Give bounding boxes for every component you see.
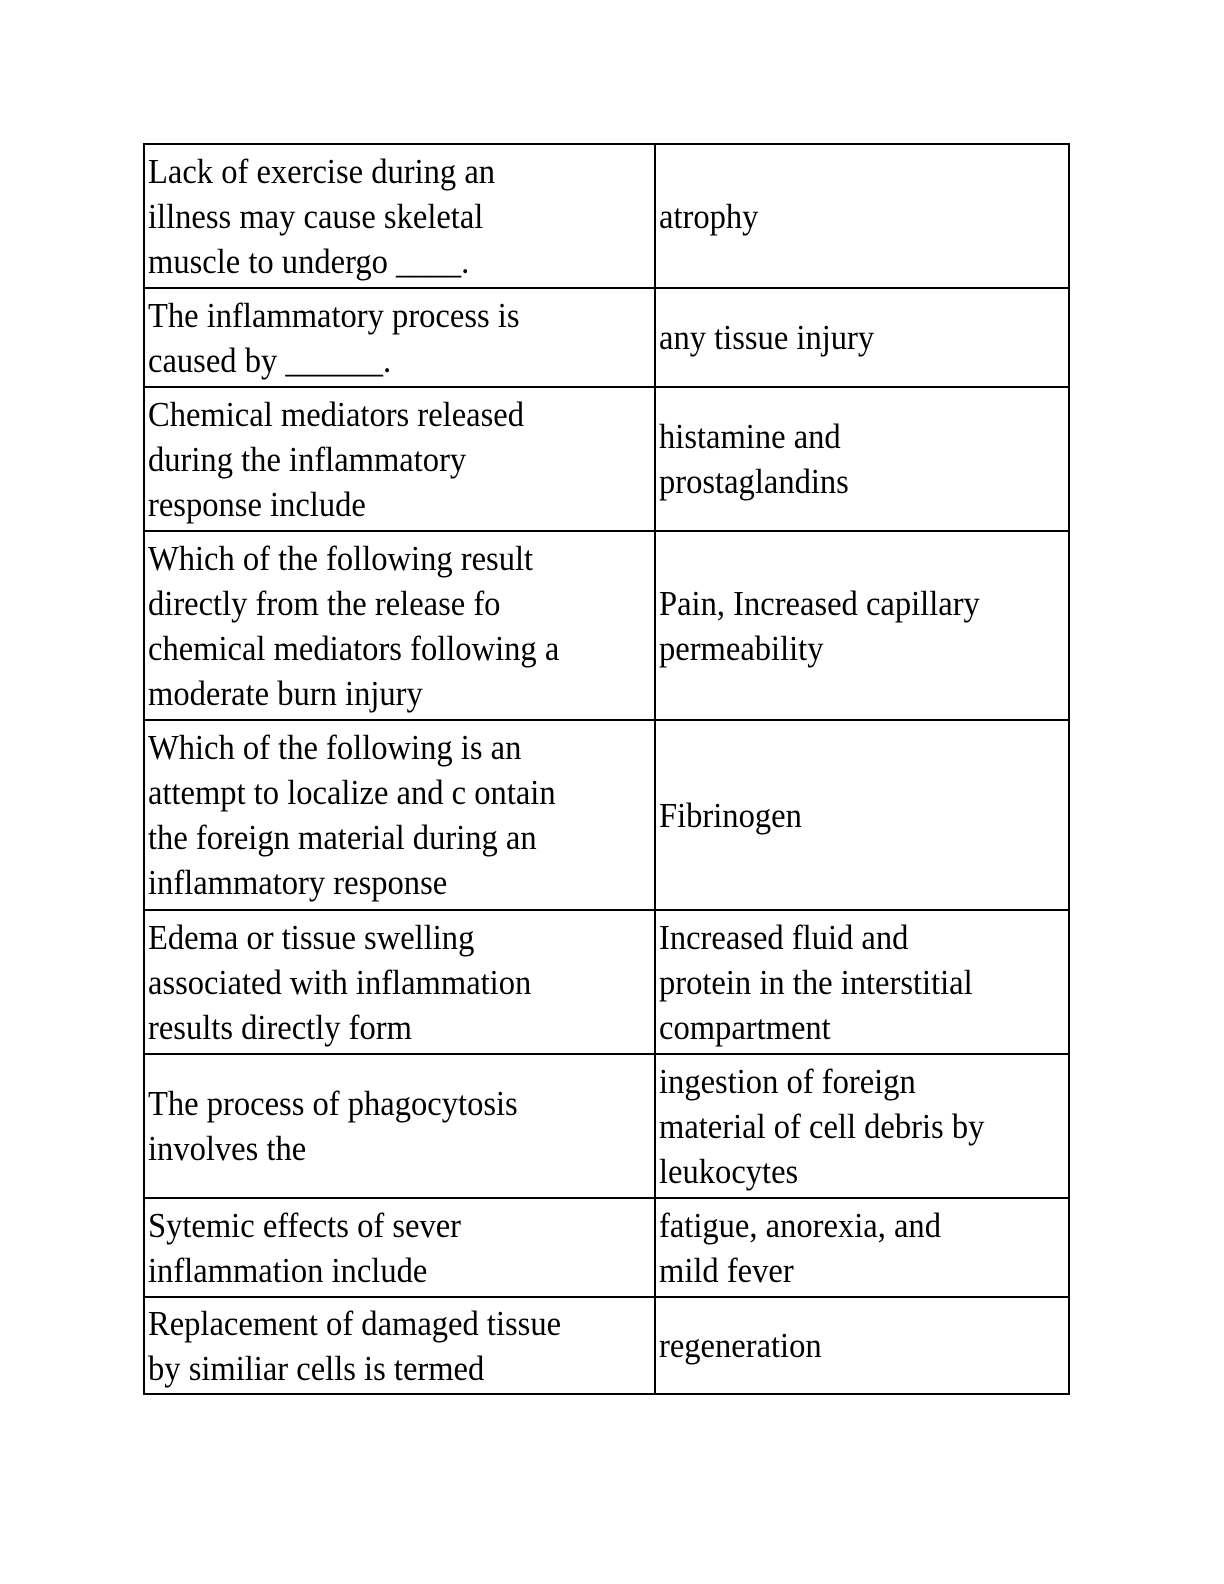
answer-text-line: any tissue injury [659,318,875,357]
question-text-line: Sytemic effects of sever [148,1205,462,1245]
question-text-line: Edema or tissue swelling [148,917,475,957]
question-text-line: Chemical mediators released [148,394,524,434]
answer-text-line: fatigue, anorexia, and [659,1205,941,1245]
answer-text-line: Increased fluid and [659,917,909,957]
answer-text-line: mild fever [659,1250,794,1290]
question-cell [144,144,655,288]
answer-cell [655,910,1069,1054]
answer-cell [655,387,1069,531]
answer-text-line: ingestion of foreign [659,1061,916,1101]
question-text-line: during the inflammatory [148,439,467,479]
question-text-line: Replacement of damaged tissue [148,1303,562,1343]
answer-text-line: protein in the interstitial [659,962,973,1002]
answer-text-line: histamine and [659,417,841,456]
question-text-line: moderate burn injury [148,673,423,713]
question-text-line: attempt to localize and c ontain [148,773,556,812]
flashcard-table [143,143,1070,1395]
answer-cell [655,288,1069,387]
answer-cell [655,1198,1069,1297]
answer-text-line: Pain, Increased capillary [659,583,980,623]
table-row [144,1054,1069,1198]
question-text-line: involves the [148,1129,307,1168]
table-row [144,1198,1069,1297]
question-text-line: Lack of exercise during an [148,151,496,191]
question-text-line: the foreign material during an [148,818,537,857]
question-text-line: caused by ______. [148,340,392,380]
question-text-line: The process of phagocytosis [148,1084,518,1123]
question-text-line: Which of the following is an [148,728,522,767]
question-text-line: illness may cause skeletal [148,196,484,236]
question-cell [144,910,655,1054]
table-row [144,720,1069,910]
table-row [144,531,1069,720]
answer-text-line: Fibrinogen [659,795,802,835]
question-cell [144,1198,655,1297]
question-text-line: directly from the release fo [148,583,501,623]
question-cell [144,1297,655,1394]
question-text-line: inflammatory response [148,863,448,902]
answer-text-line: regeneration [659,1326,822,1365]
table-row [144,1297,1069,1394]
question-text-line: by similiar cells is termed [148,1348,485,1388]
question-cell [144,1054,655,1198]
question-text-line: The inflammatory process is [148,295,520,335]
answer-cell [655,144,1069,288]
question-cell [144,720,655,910]
table-row [144,910,1069,1054]
table-row [144,288,1069,387]
question-text-line: inflammation include [148,1250,428,1290]
answer-text-line: permeability [659,628,824,668]
question-cell [144,387,655,531]
question-text-line: chemical mediators following a [148,628,560,668]
question-text-line: muscle to undergo ____. [148,241,470,281]
table-row [144,387,1069,531]
answer-text-line: compartment [659,1007,831,1047]
answer-text-line: leukocytes [659,1151,799,1191]
answer-text-line: material of cell debris by [659,1106,985,1146]
question-text-line: Which of the following result [148,538,534,578]
answer-cell [655,1054,1069,1198]
answer-cell [655,720,1069,910]
answer-text-line: atrophy [659,196,759,236]
answer-cell [655,1297,1069,1394]
question-text-line: response include [148,484,366,524]
table-row [144,144,1069,288]
answer-cell [655,531,1069,720]
question-cell [144,288,655,387]
question-text-line: associated with inflammation [148,962,532,1002]
question-text-line: results directly form [148,1007,412,1047]
question-cell [144,531,655,720]
answer-text-line: prostaglandins [659,462,849,501]
